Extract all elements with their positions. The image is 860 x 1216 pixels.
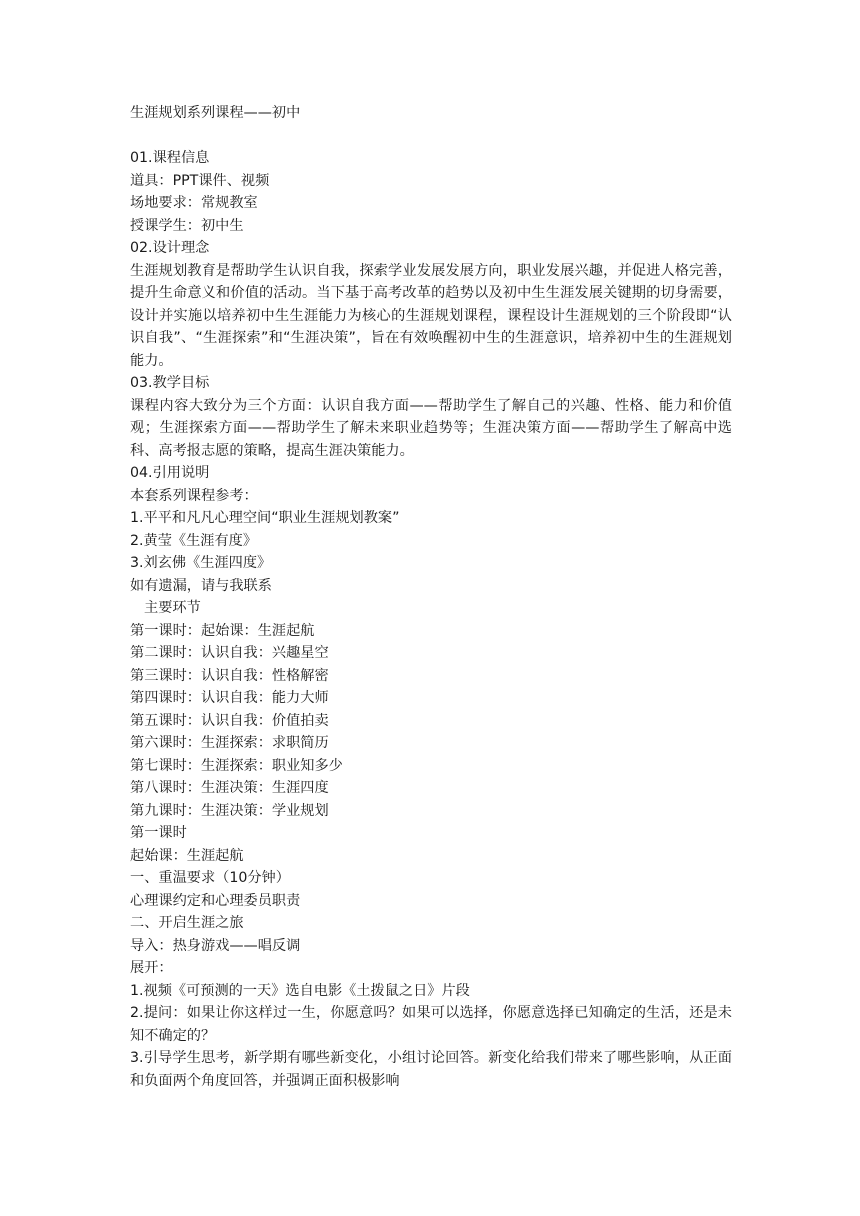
main-section-item: 第一课时：起始课：生涯起航 xyxy=(130,622,315,639)
lesson1-heading: 第一课时 xyxy=(130,825,187,841)
lesson1-step1: 1.视频《可预测的一天》选自电影《土拨鼠之日》片段 xyxy=(130,982,470,999)
lesson1-intro: 导入：热身游戏——唱反调 xyxy=(130,937,301,954)
citation-ref: 3.刘玄佛《生涯四度》 xyxy=(130,555,272,571)
lesson1-step3: 3.引导学生思考，新学期有哪些新变化，小组讨论回答。新变化给我们带来了哪些影响，从正面和负面两个角度回答，并强调正面积极影响 xyxy=(130,1050,732,1089)
lesson1-part2-heading: 二、开启生涯之旅 xyxy=(130,915,244,931)
citation-intro: 本套系列课程参考： xyxy=(130,487,258,504)
course-info-venue: 场地要求：常规教室 xyxy=(130,195,258,211)
main-section-item: 第九课时：生涯决策：学业规划 xyxy=(130,802,329,819)
main-section-item: 第二课时：认识自我：兴趣星空 xyxy=(130,645,329,661)
section-heading-teaching-goals: 03.教学目标 xyxy=(130,375,210,391)
lesson1-part1-text: 心理课约定和心理委员职责 xyxy=(130,892,301,909)
design-concept-paragraph: 生涯规划教育是帮助学生认识自我，探索学业发展发展方向，职业发展兴趣，并促进人格完善，提升生命意义和价值的活动。当下基于高考改革的趋势以及初中生生涯发展关键期的切身需要，设计并实施以培养初中生生涯能力为核心的生涯规划课程，课程设计生涯规划的三个阶段即“认识自我”、“生涯探索”和“生涯决策”，旨在有效唤醒初中生的生涯意识，培养初中生的生涯规划能力。 xyxy=(130,262,732,369)
citation-contact: 如有遗漏，请与我联系 xyxy=(130,577,272,594)
main-section-item: 第四课时：认识自我：能力大师 xyxy=(130,690,329,706)
main-section-item: 第五课时：认识自我：价值拍卖 xyxy=(130,712,329,729)
teaching-goals-paragraph: 课程内容大致分为三个方面：认识自我方面——帮助学生了解自己的兴趣、性格、能力和价值观；生涯探索方面——帮助学生了解未来职业趋势等；生涯决策方面——帮助学生了解高中选科、高考报志愿的策略，提高生涯决策能力。 xyxy=(130,397,732,459)
course-info-props: 道具：PPT课件、视频 xyxy=(130,172,270,189)
citation-ref: 1.平平和凡凡心理空间“职业生涯规划教案” xyxy=(130,510,400,526)
section-heading-citation: 04.引用说明 xyxy=(130,465,210,481)
lesson1-subtitle: 起始课：生涯起航 xyxy=(130,847,244,864)
document-title: 生涯规划系列课程——初中 xyxy=(130,105,301,121)
lesson1-step2: 2.提问：如果让你这样过一生，你愿意吗？如果可以选择，你愿意选择已知确定的生活，还是未知不确定的？ xyxy=(130,1005,732,1044)
document-body xyxy=(130,102,732,1092)
lesson1-part1-heading: 一、重温要求（10分钟） xyxy=(130,870,290,886)
main-sections-heading: 主要环节 xyxy=(144,600,201,616)
citation-ref: 2.黄莹《生涯有度》 xyxy=(130,532,258,549)
main-section-item: 第七课时：生涯探索：职业知多少 xyxy=(130,757,343,774)
lesson1-expand: 展开： xyxy=(130,960,173,976)
section-heading-course-info: 01.课程信息 xyxy=(130,150,210,166)
main-section-item: 第三课时：认识自我：性格解密 xyxy=(130,667,329,684)
blank-line xyxy=(130,125,732,148)
main-section-item: 第八课时：生涯决策：生涯四度 xyxy=(130,780,329,796)
main-section-item: 第六课时：生涯探索：求职简历 xyxy=(130,735,329,751)
section-heading-design-concept: 02.设计理念 xyxy=(130,240,210,256)
course-info-students: 授课学生：初中生 xyxy=(130,217,244,234)
